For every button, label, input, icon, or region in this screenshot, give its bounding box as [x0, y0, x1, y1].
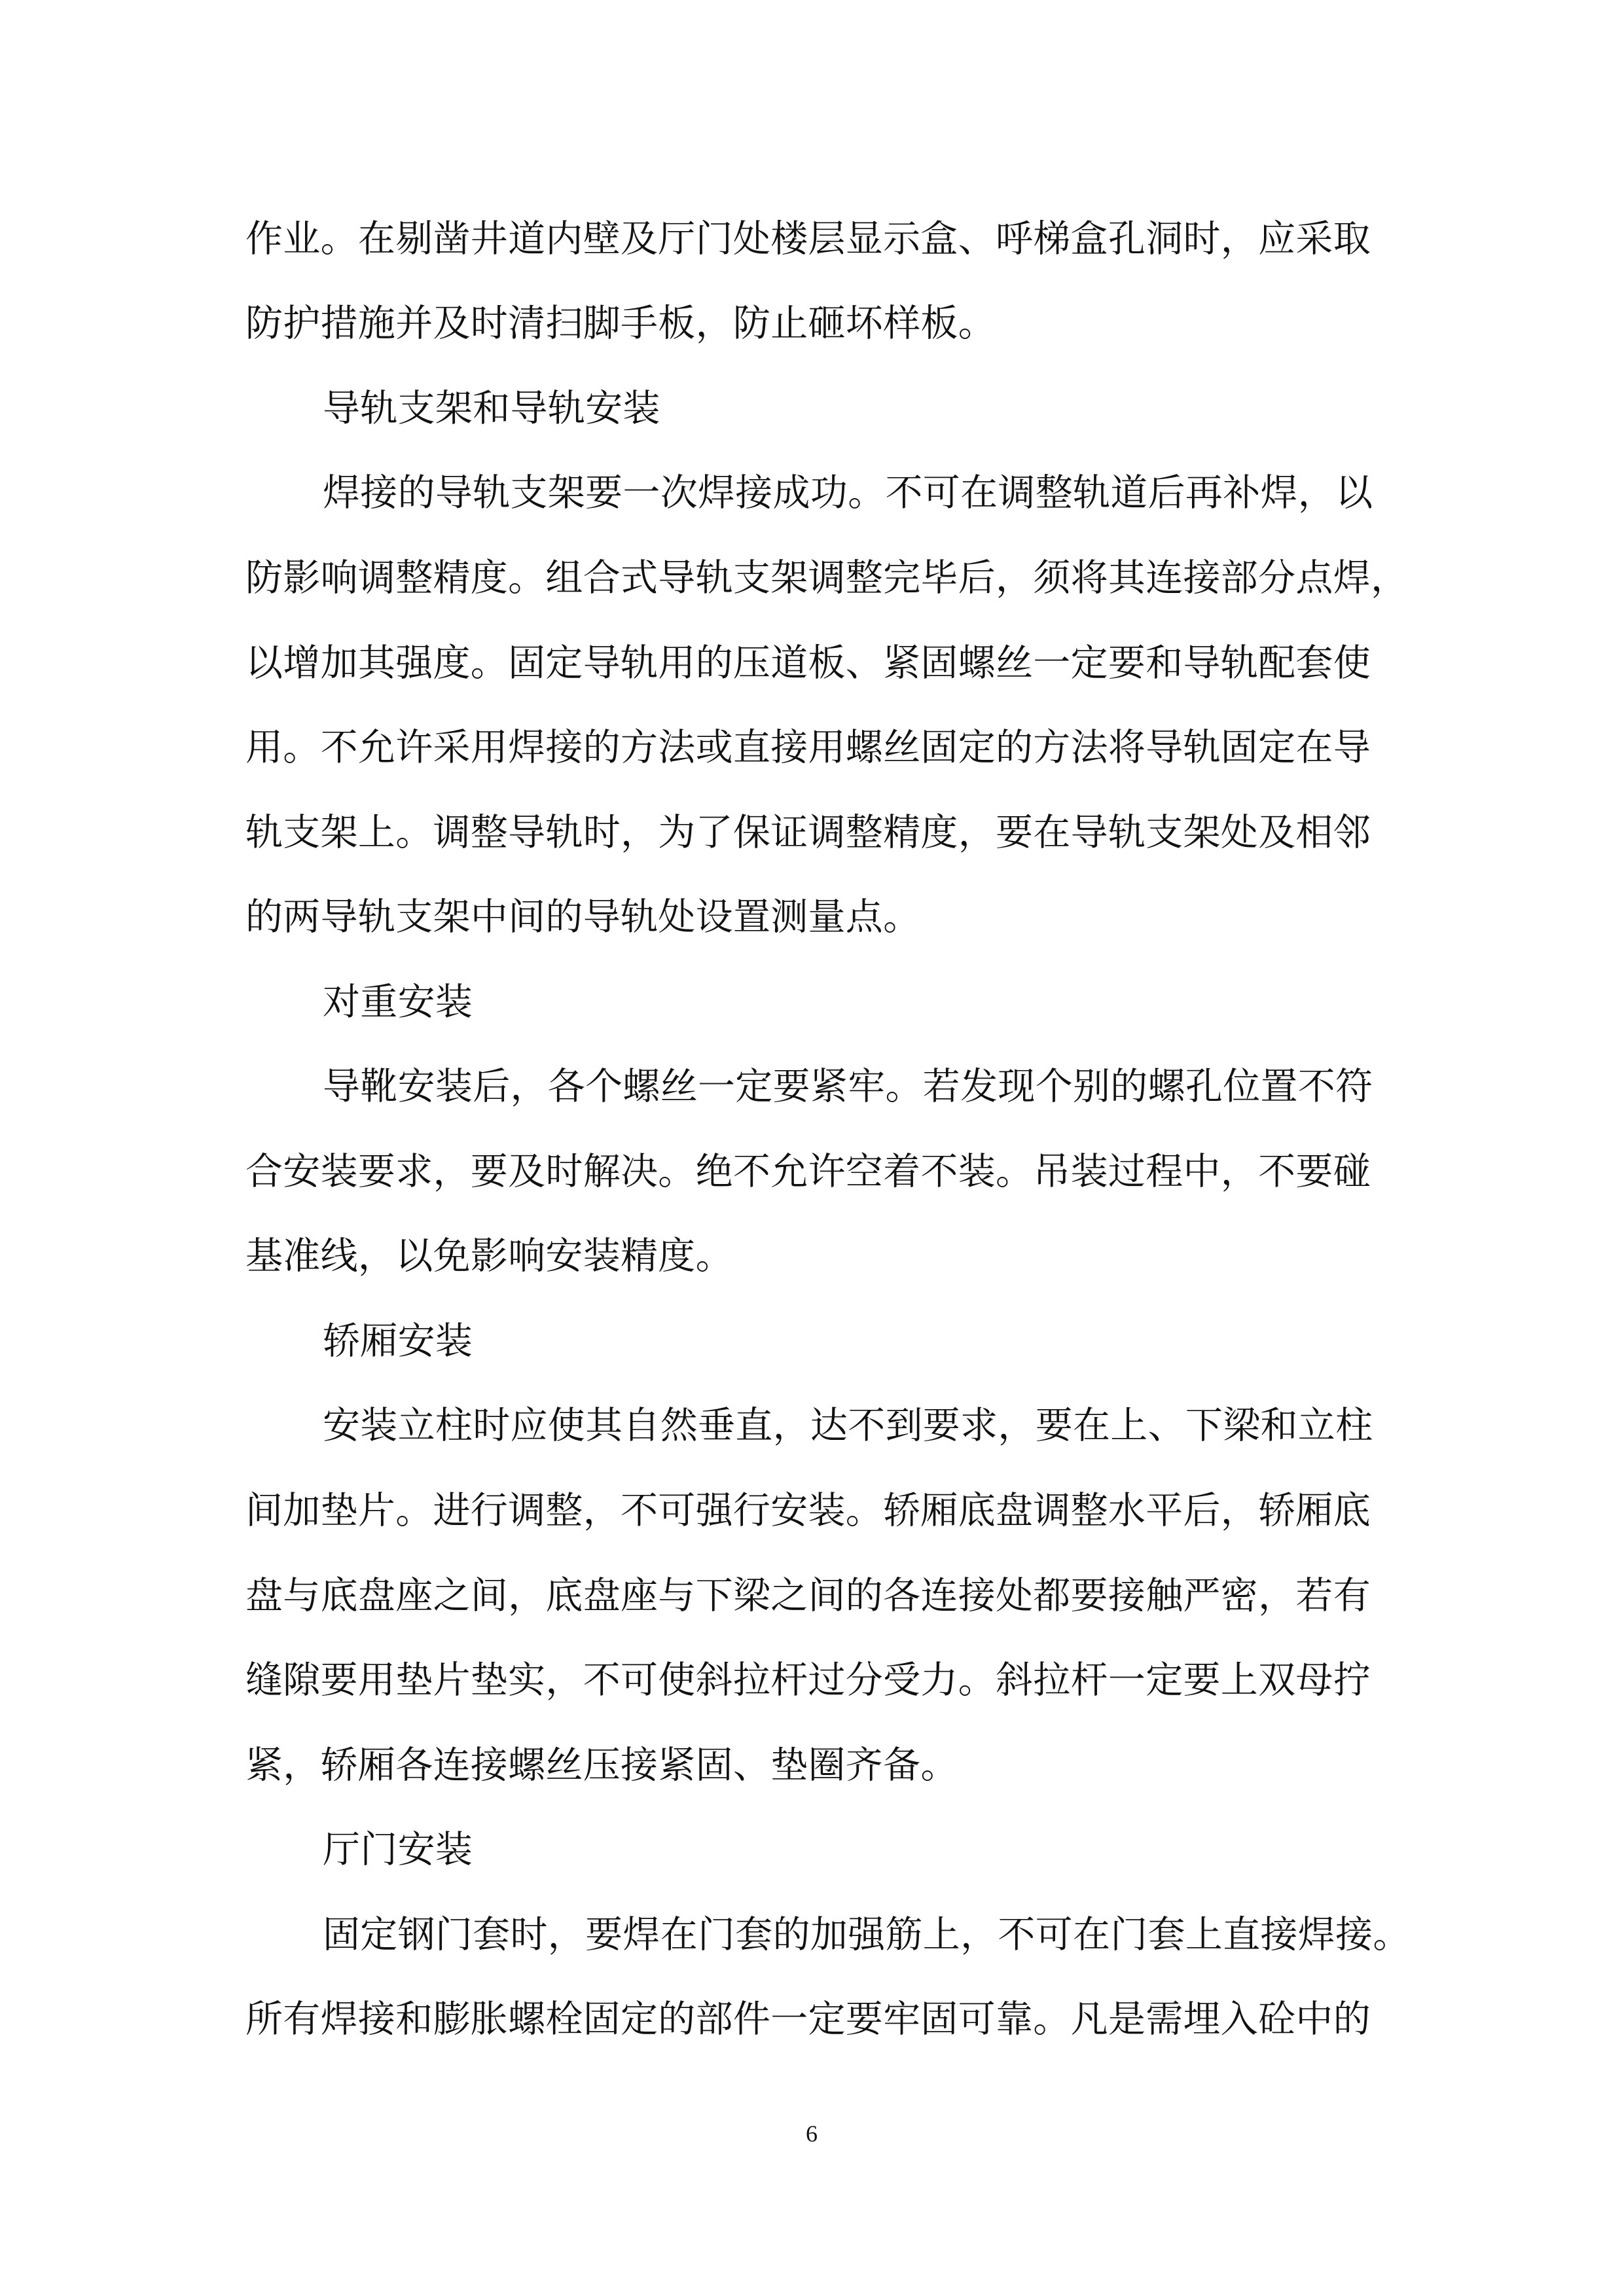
page-number: 6 — [806, 2121, 818, 2147]
body-text-line: 防影响调整精度。组合式导轨支架调整完毕后，须将其连接部分点焊， — [245, 556, 1409, 600]
body-text-line: 轨支架上。调整导轨时，为了保证调整精度，要在导轨支架处及相邻 — [245, 811, 1371, 854]
body-text-line: 的两导轨支架中间的导轨处设置测量点。 — [245, 895, 921, 939]
body-text-line: 固定钢门套时，要焊在门套的加强筋上，不可在门套上直接焊接。 — [323, 1913, 1411, 1956]
body-text-line: 缝隙要用垫片垫实，不可使斜拉杆过分受力。斜拉杆一定要上双母拧 — [245, 1659, 1371, 1702]
section-heading-landing-door: 厅门安装 — [323, 1828, 473, 1871]
body-text-line: 导靴安装后，各个螺丝一定要紧牢。若发现个别的螺孔位置不符 — [323, 1065, 1373, 1108]
body-text-line: 基准线，以免影响安装精度。 — [245, 1234, 733, 1278]
section-heading-guide-rail: 导轨支架和导轨安装 — [323, 387, 660, 430]
section-heading-car: 轿厢安装 — [323, 1319, 473, 1363]
body-text-line: 合安装要求，要及时解决。绝不允许空着不装。吊装过程中，不要碰 — [245, 1150, 1371, 1193]
body-text-line: 以增加其强度。固定导轨用的压道板、紧固螺丝一定要和导轨配套使 — [245, 641, 1371, 685]
body-text-line: 安装立柱时应使其自然垂直，达不到要求，要在上、下梁和立柱 — [323, 1404, 1373, 1447]
body-text-line: 焊接的导轨支架要一次焊接成功。不可在调整轨道后再补焊，以 — [323, 471, 1373, 514]
body-text-line: 间加垫片。进行调整，不可强行安装。轿厢底盘调整水平后，轿厢底 — [245, 1489, 1371, 1532]
section-heading-counterweight: 对重安装 — [323, 980, 473, 1024]
body-text-line: 用。不允许采用焊接的方法或直接用螺丝固定的方法将导轨固定在导 — [245, 726, 1371, 769]
body-text-line: 所有焊接和膨胀螺栓固定的部件一定要牢固可靠。凡是需埋入砼中的 — [245, 1998, 1371, 2041]
body-text-line: 盘与底盘座之间，底盘座与下梁之间的各连接处都要接触严密，若有 — [245, 1574, 1371, 1617]
body-text-line: 作业。在剔凿井道内壁及厅门处楼层显示盒、呼梯盒孔洞时，应采取 — [245, 217, 1371, 260]
body-text-line: 紧，轿厢各连接螺丝压接紧固、垫圈齐备。 — [245, 1744, 958, 1787]
body-text-line: 防护措施并及时清扫脚手板，防止砸坏样板。 — [245, 302, 996, 345]
